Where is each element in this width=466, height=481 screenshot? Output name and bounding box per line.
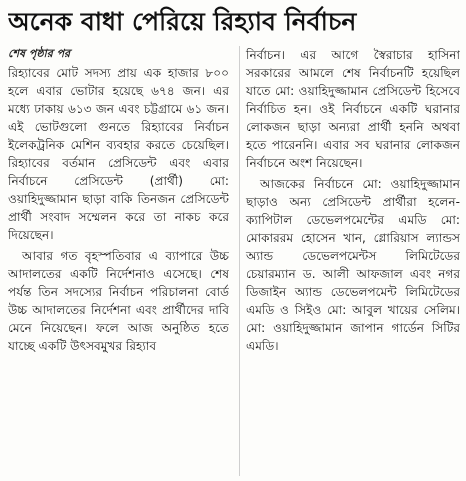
- paragraph: আজকের নির্বাচনে মো: ওয়াহিদুজ্জামান ছাড়াও অন্য প্রেসিডেন্ট প্রার্থীরা হলেন- ক্যাপিটাল ডেভেলপমেন্টের এমডি মো: মোকাররম হোসেন খান, গ্লোরিয়াস ল্যান্ডস অ্যান্ড ডেভেলপমেন্টস লিমিটেডের চেয়ারম্যান ড. আলী আফজাল এবং নগর ডিজাইন অ্যান্ড ডেভেলপমেন্ট লিমিটেডের এমডি ও সিইও মো: আবুল খায়ের সেলিম। মো: ওয়াহিদুজ্জামান জাপান গার্ডেন সিটির এমডি।: [246, 177, 460, 353]
- article-body: [8, 46, 460, 476]
- right-column: [239, 46, 460, 476]
- paragraph: আবার গত বৃহস্পতিবার এ ব্যাপারে উচ্চ আদালতের একটি নির্দেশনাও এসেছে। শেষ পর্যন্ত তিন সদস্যের নির্বাচন পরিচালনা বোর্ড উচ্চ আদালতের নির্দেশনা এবং প্রার্থীদের দাবি মেনে নিয়েছেন। ফলে আজ অনুষ্ঠিত হতে যাচ্ছে একটি উৎসবমুখর রিহ্যাব: [8, 249, 229, 353]
- headline: অনেক বাধা পেরিয়ে রিহ্যাব নির্বাচন: [8, 7, 357, 36]
- paragraph: নির্বাচন। এর আগে স্বৈরাচার হাসিনা সরকারের আমলে শেষ নির্বাচনটি হয়েছিল যাতে মো: ওয়াহিদুজ্জামান প্রেসিডেন্ট হিসেবে নির্বাচিত হন। ওই নির্বাচনে একটি ঘরানার লোকজন ছাড়া অন্যরা প্রার্থী হননি অথবা হতে পারেননি। এবার সব ঘরানার লোকজন নির্বাচনে অংশ নিয়েছেন।: [246, 48, 460, 170]
- continued-from-label: শেষ পৃষ্ঠার পর: [8, 47, 71, 60]
- left-column: [8, 46, 229, 476]
- paragraph: রিহ্যাবের মোট সদস্য প্রায় এক হাজার ৮০০ হলে এবার ভোটার হয়েছে ৬৭৪ জন। এর মধ্যে ঢাকায় ৬১৩ জন এবং চট্টগ্রামে ৬১ জন। এই ভোটগুলো গুনতে রিহ্যাবের নির্বাচন ইলেকট্রনিক মেশিন ব্যবহার করতে চেয়েছিল। রিহ্যাবের বর্তমান প্রেসিডেন্ট এবং এবার নির্বাচনে প্রেসিডেন্ট (প্রার্থী) মো: ওয়াহিদুজ্জামান ছাড়া বাকি তিনজন প্রেসিডেন্ট প্রার্থী সংবাদ সম্মেলন করে তা নাকচ করে দিয়েছেন।: [8, 66, 229, 242]
